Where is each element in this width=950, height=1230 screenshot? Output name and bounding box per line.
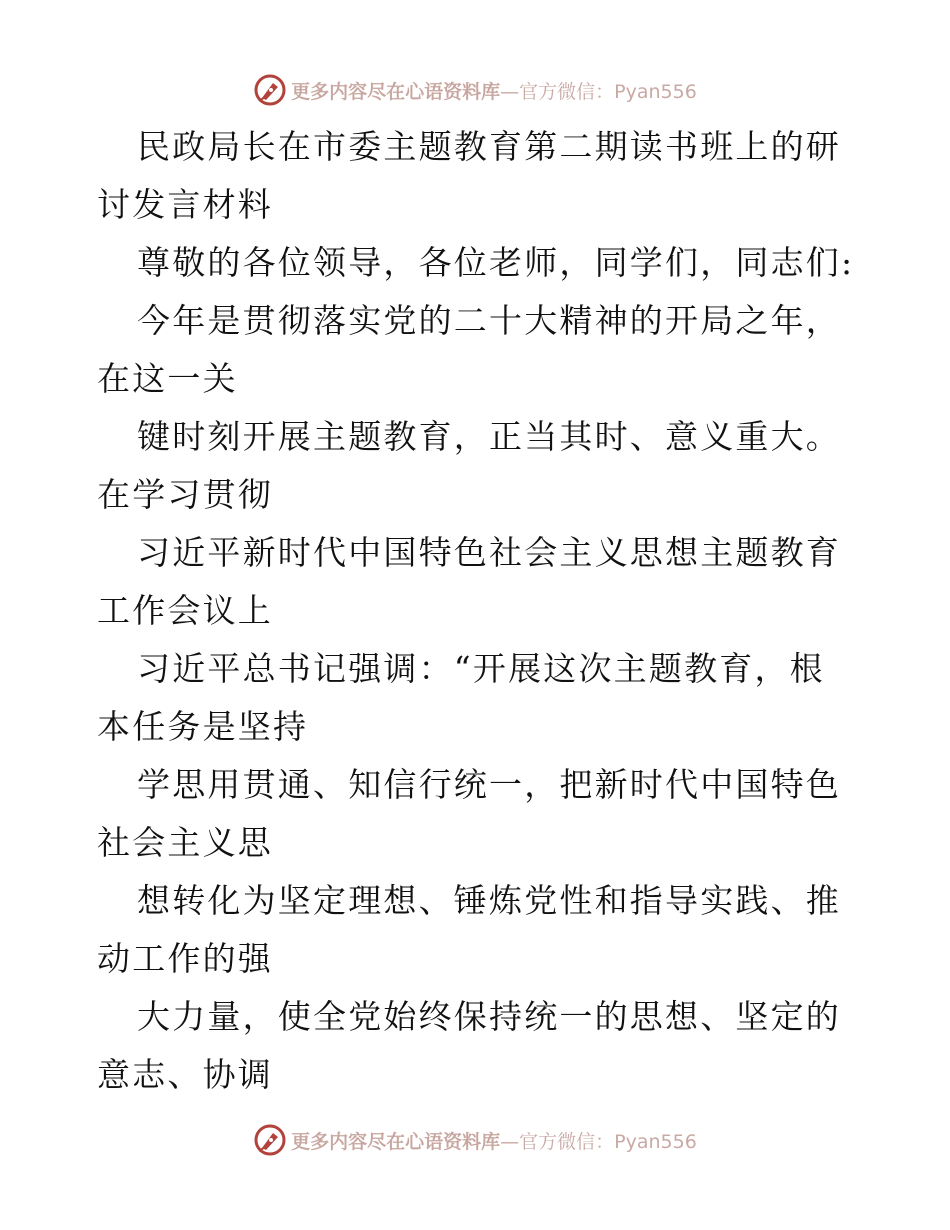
paragraph-line: 今年是贯彻落实党的二十大精神的开局之年，在这一关 bbox=[97, 301, 841, 398]
paragraph-line: 习近平新时代中国特色社会主义思想主题教育工作会议上 bbox=[97, 533, 841, 630]
pen-nib-logo-icon bbox=[253, 1123, 287, 1157]
paragraph-line: 学思用贯通、知信行统一，把新时代中国特色社会主义思 bbox=[97, 765, 841, 862]
paragraph-line: 习近平总书记强调：“开展这次主题教育，根本任务是坚持 bbox=[97, 649, 825, 746]
document-body bbox=[97, 118, 857, 1104]
paragraph-line: 键时刻开展主题教育，正当其时、意义重大。在学习贯彻 bbox=[97, 417, 841, 514]
watermark-text: 更多内容尽在心语资料库—官方微信：Pyan556 bbox=[291, 1130, 697, 1153]
watermark-text: 更多内容尽在心语资料库—官方微信：Pyan556 bbox=[291, 80, 697, 103]
header-watermark-banner bbox=[0, 70, 950, 110]
document-title: 民政局长在市委主题教育第二期读书班上的研讨发言材料 bbox=[97, 127, 841, 224]
pen-nib-logo-icon bbox=[253, 73, 287, 107]
footer-watermark-banner bbox=[0, 1120, 950, 1160]
paragraph-line: 想转化为坚定理想、锤炼党性和指导实践、推动工作的强 bbox=[97, 881, 841, 978]
paragraph-line: 尊敬的各位领导，各位老师，同学们，同志们: bbox=[137, 243, 855, 282]
paragraph-line: 大力量，使全党始终保持统一的思想、坚定的意志、协调 bbox=[97, 997, 841, 1094]
